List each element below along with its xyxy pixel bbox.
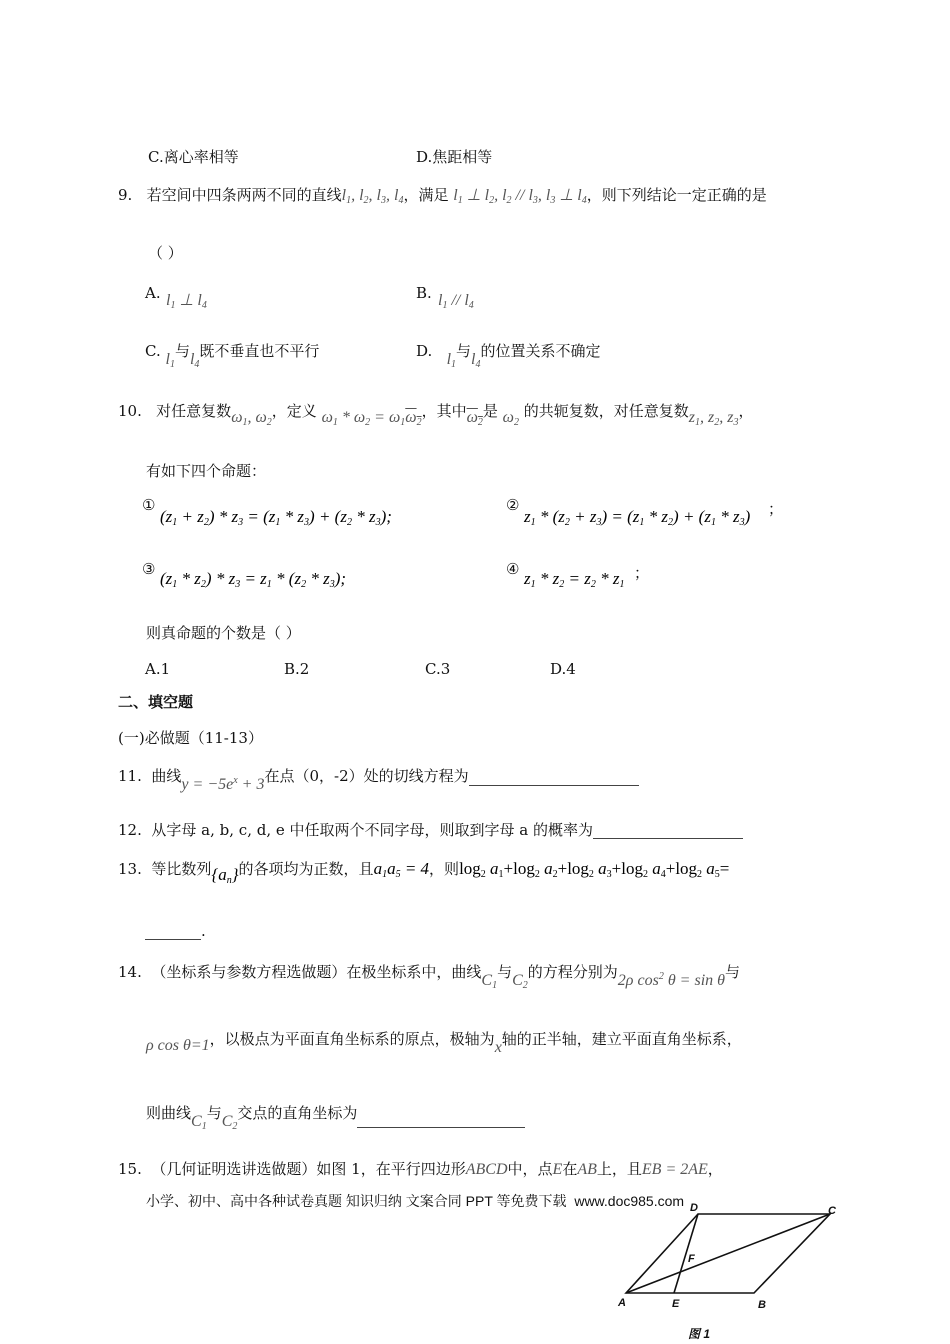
q10-prop-3-mark: ③ [142,560,156,578]
q10-choice-c: C.3 [425,660,451,678]
q10-prop-1: $(z_1 + z_2) * z_3 = (z_1 * z_3) + (z_2 * z_3)$; [160,507,392,528]
q9-answer-paren: （ ） [148,244,183,262]
q10-prop-2-mark: ② [506,496,520,514]
q9-option-b: B. [416,284,432,302]
q11-answer-blank[interactable] [469,771,639,786]
diagonal-ac [626,1214,830,1293]
figure-1-parallelogram [612,1196,852,1344]
q14-line-3: 则曲线$C_1$与$C_2$交点的直角坐标为 [146,1104,525,1128]
q8-option-d: D.焦距相等 [416,148,493,166]
q10-prop-3: $(z_1 * z_2) * z_3 = z_1 * (z_2 * z_3)$; [160,569,347,590]
figure-caption: 图 1 [688,1327,711,1341]
q10-prop-4-mark: ④ [506,560,520,578]
label-c: C [828,1205,836,1217]
q9-text-1: 若空间中四条两两不同的直线 [146,186,342,204]
section-subtitle: (一)必做题（11-13） [118,729,263,747]
label-b: B [758,1299,766,1311]
q10-number: 10. [118,402,142,420]
q10-intro: 有如下四个命题： [146,462,267,480]
q14-stem: 14. （坐标系与参数方程选做题）在极坐标系中，曲线$C_1$与$C_2$的方程分别为2ρ $\cos^2 \theta = \sin \theta$与 [118,963,741,991]
q15-stem: 15. （几何证明选讲选做题）如图 1，在平行四边形ABCD中，点E在AB上，且EB = 2AE， [118,1160,723,1178]
q9-condition: $l_1$ ⊥ $l_2$, $l_2 // l_3$, $l_3$ ⊥ $l_4$ [453,187,587,206]
q9-text-3: ，则下列结论一定正确的是 [586,186,767,204]
q10-choice-a: A.1 [145,660,171,678]
q9-lines: $l_1$, $l_2$, $l_3$, $l_4$ [341,187,404,206]
footer-text: 小学、初中、高中各种试卷真题 知识归纳 文案合同 PPT 等免费下载 www.doc985.com [146,1193,685,1209]
q9-option-a: A. [145,284,161,302]
label-e: E [672,1298,680,1310]
q12-answer-blank[interactable] [593,824,743,839]
q10-prop-2: $z_1 * (z_2 + z_3) = (z_1 * z_2) + (z_1 * z_3)$ [524,507,751,528]
q9-text-2: ，满足 [403,186,449,204]
q10-choice-b: B.2 [284,660,310,678]
q12-stem: 12. 从字母 a, b, c, d, e 中任取两个不同字母，则取到字母 a 的概率为 [118,821,743,839]
label-d: D [690,1202,698,1214]
q9-stem [118,186,767,210]
q10-ask: 则真命题的个数是（ ） [146,624,301,642]
label-f: F [688,1253,695,1265]
section-title: 二、填空题 [118,693,194,711]
q11-stem: 11. 曲线$y = -5e^x + 3$在点（0，-2）处的切线方程为 [118,764,639,786]
q10-prop-2-semicolon: ； [768,500,784,518]
q10-prop-1-mark: ① [142,496,156,514]
q9-option-c: C. $l_1$与$l_4$既不垂直也不平行 [145,342,320,370]
q14-answer-blank[interactable] [357,1113,525,1128]
q10-choice-d: D.4 [550,660,576,678]
label-a: A [618,1297,626,1309]
q8-option-c: C.离心率相等 [148,148,239,166]
q10-prop-4: $z_1 * z_2 = z_2 * z_1$ [524,569,625,590]
q13-answer-line: . [145,922,206,940]
q9-option-d: D. $l_1$与$l_4$的位置关系不确定 [416,342,601,370]
q10-prop-4-semicolon: ； [634,564,650,582]
q10-stem: 10. 对任意复数$\omega_1$, $\omega_2$，定义 $\omega_1 * \omega_2 = \omega_1\omega_2$，其中$\omega_2$是 $\omega_2$ 的共轭复数，对任意复数$z_1$, $z_2$, $z_3$， [118,402,754,428]
q14-line-2: ρ cos θ=1，以极点为平面直角坐标系的原点，极轴为x轴的正半轴，建立平面直角坐标系， [146,1030,742,1056]
q13-answer-blank[interactable] [145,925,201,940]
q13-stem: 13. 等比数列$\{a_n\}$的各项均为正数，且$a_1a_5 = 4$，则$\log_2 a_1+\log_2$ $a_2+\log_2$ $a_3+\log_2$ $a_4+\log_2$ $a_5=$ [118,859,730,886]
q9-number: 9. [118,186,133,204]
footer-url[interactable]: www.doc985.com [574,1193,685,1209]
q9-option-a-math: $l_1$ ⊥ $l_4$ [166,292,207,311]
q9-option-b-math: $l_1 // l_4$ [438,292,474,311]
